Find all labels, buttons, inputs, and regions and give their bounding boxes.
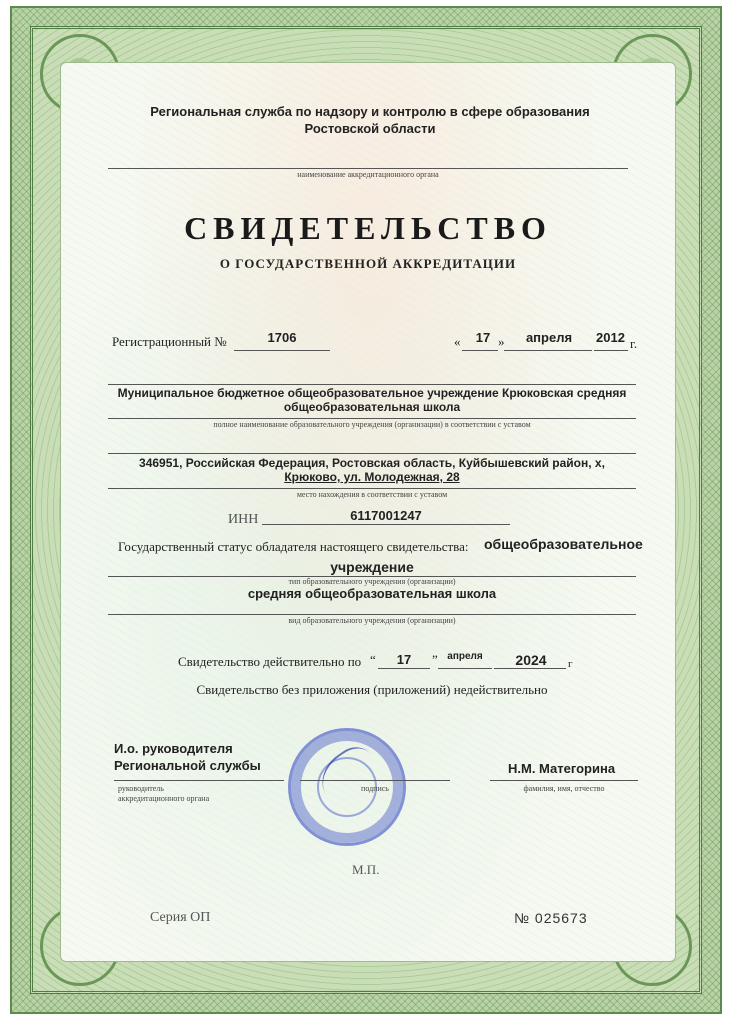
address-top-line [108, 453, 636, 454]
status-kind-underline [108, 614, 636, 615]
signature-caption: подпись [361, 784, 389, 793]
status-type-part1: общеобразовательное [484, 536, 643, 552]
status-type-part2: учреждение [330, 559, 414, 575]
signatory-name: Н.М. Матегорина [508, 761, 616, 776]
authority-caption: наименование аккредитационного органа [297, 170, 439, 179]
signatory-title [114, 740, 261, 774]
status-label: Государственный статус обладателя настоящего свидетельства: [118, 539, 469, 554]
registration-day-underline [462, 350, 498, 351]
signature-underline [300, 780, 450, 781]
validity-month-underline [438, 668, 492, 669]
validity-day-underline [378, 668, 430, 669]
validity-month: апреля [447, 651, 483, 662]
validity-quote-close: ” [432, 652, 438, 667]
institution-name-line1: Муниципальное бюджетное общеобразовательное учреждение Крюковская средняя [117, 386, 627, 400]
institution-underline [108, 418, 636, 419]
document-title: СВИДЕТЕЛЬСТВО [184, 210, 552, 246]
address-caption: место нахождения в соответствии с уставом [296, 490, 448, 499]
document-subtitle: О ГОСУДАРСТВЕННОЙ АККРЕДИТАЦИИ [219, 256, 517, 271]
signatory-name-underline [490, 780, 638, 781]
series-number: № 025673 [514, 910, 588, 926]
institution-name [108, 386, 636, 414]
registration-quote-close: » [498, 334, 505, 349]
validity-year: 2024 [515, 652, 547, 668]
validity-year-suffix: г [568, 658, 573, 670]
status-type-caption: тип образовательного учреждения (организации) [288, 577, 456, 586]
signatory-title-underline [114, 780, 284, 781]
authority-name [130, 103, 610, 137]
validity-quote-open: “ [370, 652, 376, 667]
inn-value: 6117001247 [350, 508, 422, 523]
validity-note: Свидетельство без приложения (приложений) недействительно [196, 682, 548, 697]
status-kind-caption: вид образовательного учреждения (организации) [288, 616, 456, 625]
registration-number-underline [234, 350, 330, 351]
signatory-title-line2: Региональной службы [114, 758, 261, 773]
signatory-title-line1: И.о. руководителя [114, 741, 233, 756]
registration-number: 1706 [267, 330, 297, 345]
authority-name-line2: Ростовской области [304, 121, 436, 136]
institution-name-line2: общеобразовательная школа [283, 400, 461, 414]
validity-year-underline [494, 668, 566, 669]
inn-underline [262, 524, 510, 525]
stamp-place-mark: М.П. [352, 862, 380, 877]
address [108, 456, 636, 484]
series-label: Серия ОП [150, 910, 211, 925]
signatory-name-caption: фамилия, имя, отчество [523, 784, 605, 793]
inn-label: ИНН [228, 512, 259, 527]
address-line1: 346951, Российская Федерация, Ростовская область, Куйбышевский район, х, [139, 456, 605, 470]
registration-month: апреля [525, 330, 573, 345]
institution-top-line [108, 384, 636, 385]
registration-year-underline [594, 350, 628, 351]
address-line2: Крюково, ул. Молодежная, 28 [284, 470, 460, 484]
address-underline [108, 488, 636, 489]
signatory-title-caption-line2: аккредитационного органа [118, 794, 210, 803]
institution-caption: полное наименование образовательного учреждения (организации) в соответствии с уставом [213, 420, 531, 429]
registration-year: 2012 [596, 330, 625, 345]
authority-underline [108, 168, 628, 169]
registration-quote-open: « [454, 334, 461, 349]
registration-label: Регистрационный № [112, 334, 227, 349]
signatory-title-caption [118, 784, 209, 804]
authority-name-line1: Региональная служба по надзору и контролю в сфере образования [150, 104, 590, 119]
status-kind: средняя общеобразовательная школа [247, 586, 497, 601]
registration-month-underline [504, 350, 592, 351]
validity-day: 17 [396, 652, 412, 667]
registration-year-suffix: г. [630, 336, 638, 351]
signatory-title-caption-line1: руководитель [118, 784, 164, 793]
registration-day: 17 [475, 330, 491, 345]
validity-label: Свидетельство действительно по [178, 654, 362, 669]
